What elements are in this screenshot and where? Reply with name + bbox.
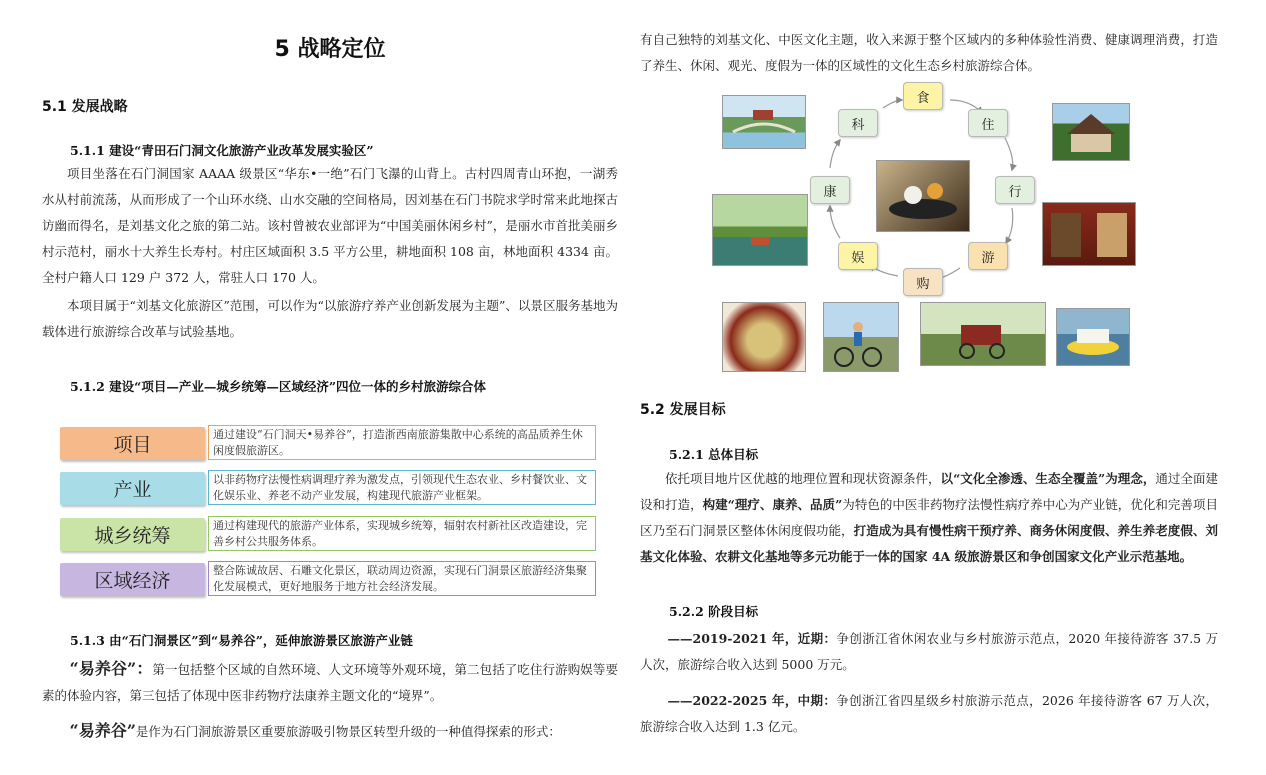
photo-garden-bridge: [722, 95, 806, 149]
section-5-2-1-heading: 5.2.1 总体目标: [669, 447, 759, 462]
section-5-1-3-para2: [42, 718, 618, 745]
section-5-1-2-heading: 5.1.2 建设“项目—产业—城乡统筹—区域经济”四位一体的乡村旅游综合体: [70, 379, 487, 394]
photo-dish: [722, 302, 806, 372]
goal-bold-2: 构建“理疗、康养、品质”: [702, 497, 843, 512]
cycle-node-shop: 购: [903, 268, 943, 296]
photo-food: [876, 160, 970, 232]
diagram-label: 产业: [60, 472, 205, 505]
diagram-label: 城乡统筹: [60, 518, 205, 551]
section-5-2-1-para: [640, 466, 1218, 570]
stage-goal-near-text: 争创浙江省休闲农业与乡村旅游示范点，2020 年接待游客 37.5 万人次，旅游综合收入达到 5000 万元。: [640, 631, 1218, 672]
cycle-node-tour: 游: [968, 242, 1008, 270]
cycle-node-science: 科: [838, 109, 878, 137]
stage-goal-near-lead: ——2019-2021 年，近期：: [667, 631, 837, 646]
section-5-1-3-para1: [42, 656, 618, 709]
section-5-1-1-para1: 项目坐落在石门洞国家 AAAA 级景区“华东•一绝”石门飞瀑的山背上。古村四周青山环抱，一湖秀水从村前流荡，从而形成了一个山环水绕、山水交融的空间格局，因刘基在石门书院求学时常来此地探古访幽而得名，是刘基文化之旅的第二站。该村曾被农业部评为“中国美丽休闲乡村”，是丽水市首批美丽乡村示范村，丽水十大养生长寿村。村庄区域面积 3.5 平方公里，耕地面积 108 亩，林地面积 4334 亩。全村户籍人口 129 户 372 人，常驻人口 170 人。: [42, 166, 618, 285]
goal-text-3: 为特色的中医非药物疗法慢性病疗养中心为产业链，优化和完善项目区乃至石门洞景区整体休闲度假功能，: [640, 497, 1218, 538]
diagram-text: 通过构建现代的旅游产业体系，实现城乡统筹，辐射农村新社区改造建设，完善乡村公共服务体系。: [208, 516, 596, 551]
yiyanggu-lead-2: “易养谷”: [69, 721, 136, 740]
diagram-label: 区域经济: [60, 563, 205, 596]
stage-goal-mid-text: 争创浙江省四星级乡村旅游示范点，2026 年接待游客 67 万人次，旅游综合收入达到 1.3 亿元。: [640, 693, 1219, 734]
section-5-1-1-para2: 本项目属于“刘基文化旅游区”范围，可以作为“以旅游疗养产业创新发展为主题”、以景区服务基地为载体进行旅游综合改革与试验基地。: [42, 298, 618, 339]
diagram-row-project: [60, 425, 602, 462]
section-5-2-heading: 5.2 发展目标: [640, 402, 726, 418]
goal-bold-1: 以“文化全渗透、生态全覆盖”为理念，: [940, 471, 1156, 486]
photo-old-street: [1042, 202, 1136, 266]
diagram-text: 以非药物疗法慢性病调理疗养为激发点，引领现代生态农业、乡村餐饮业、文化娱乐业、养老不动产业发展，构建现代旅游产业框架。: [208, 470, 596, 505]
cycle-node-travel: 行: [995, 176, 1035, 204]
photo-boat: [1056, 308, 1130, 366]
diagram-label: 项目: [60, 427, 205, 460]
diagram-row-industry: [60, 470, 602, 507]
yiyanggu-lead: “易养谷”：: [69, 659, 153, 678]
cycle-node-stay: 住: [968, 109, 1008, 137]
section-5-1-3-para2-continued: 有自己独特的刘基文化、中医文化主题，收入来源于整个区域内的多种体验性消费、健康调理消费，打造了养生、休闲、观光、度假为一体的区域性的文化生态乡村旅游综合体。: [640, 32, 1218, 73]
stage-goal-near: [640, 626, 1218, 678]
goal-text-2: 通过全面建设和打造，: [640, 471, 1218, 512]
section-5-2-2-heading: 5.2.2 阶段目标: [669, 604, 759, 619]
stage-goal-mid: [640, 688, 1218, 740]
goal-bold-3: 打造成为具有慢性病干预疗养、商务休闲度假、养生养老度假、刘基文化体验、农耕文化基地等多元功能于一体的国家 4A 级旅游景区和争创国家文化产业示范基地。: [640, 523, 1218, 564]
photo-pedicab: [920, 302, 1046, 366]
section-5-1-1-heading: 5.1.1 建设“青田石门洞文化旅游产业改革发展实验区”: [70, 143, 374, 158]
diagram-row-urban-rural: [60, 516, 602, 553]
diagram-text: 通过建设“石门洞天•易养谷”，打造浙西南旅游集散中心系统的高品质养生休闲度假旅游区。: [208, 425, 596, 460]
photo-cycling: [823, 302, 899, 372]
photo-cottage: [1052, 103, 1130, 161]
yiyanggu-desc: 第一包括整个区域的自然环境、人文环境等外观环境，第二包括了吃住行游购娱等要素的体验内容，第三包括了体现中医非药物疗法康养主题文化的“境界”。: [42, 662, 618, 703]
section-5-1-3-heading: 5.1.3 由“石门洞景区”到“易养谷”，延伸旅游景区旅游产业链: [70, 633, 413, 648]
cycle-node-eat: 食: [903, 82, 943, 110]
cycle-node-entertain: 娱: [838, 242, 878, 270]
page-title: 5 战略定位: [274, 37, 386, 62]
yiyanggu-desc-2: 是作为石门洞旅游景区重要旅游吸引物景区转型升级的一种值得探索的形式：: [135, 724, 561, 739]
cycle-node-health: 康: [810, 176, 850, 204]
diagram-text: 整合陈诚故居、石雕文化景区，联动周边资源，实现石门洞景区旅游经济集聚化发展模式，更好地服务于地方社会经济发展。: [208, 561, 596, 596]
diagram-row-regional-economy: [60, 561, 602, 598]
stage-goal-mid-lead: ——2022-2025 年，中期：: [667, 693, 837, 708]
photo-lake-willow: [712, 194, 808, 266]
section-5-1-heading: 5.1 发展战略: [42, 99, 128, 115]
goal-text-1: 依托项目地片区优越的地理位置和现状资源条件，: [665, 471, 941, 486]
